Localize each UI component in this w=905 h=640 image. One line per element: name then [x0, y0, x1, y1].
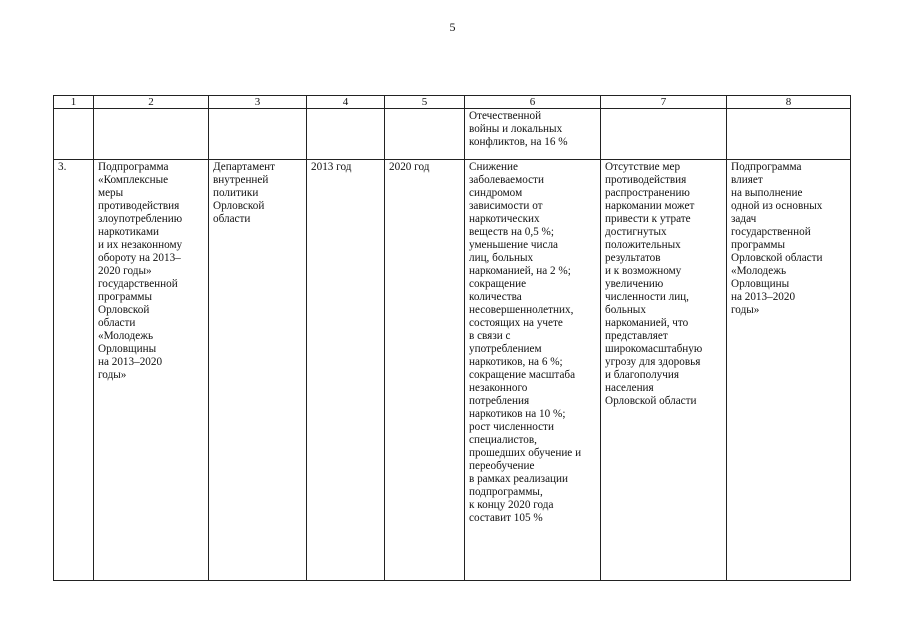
table-row — [54, 160, 851, 581]
consequences-cell: Отсутствие мер противодействия распространению наркомании может привести к утрате достигнутых положительных результатов и к возможному увеличению численности лиц, больных наркоманией, что представляет широкомасштабную угрозу для здоровья и благополучия населения Орловской области — [601, 160, 727, 581]
table-cell — [601, 109, 727, 160]
expected-results-cell: Снижение заболеваемости синдромом зависимости от наркотических веществ на 0,5 %; уменьшение числа лиц, больных наркоманией, на 2 %; сокращение количества несовершеннолетних, состоящих на учете в связи с употреблением наркотиков, на 6 %; сокращение масштаба незаконного потребления наркотиков на 10 %; рост численности специалистов, прошедших обучение и переобучение в рамках реализации подпрограммы, к концу 2020 года составит 105 % — [465, 160, 601, 581]
continuation-indicator-cell: Отечественной войны и локальных конфликтов, на 16 % — [465, 109, 601, 160]
column-number: 3 — [209, 96, 307, 109]
start-year-cell: 2013 год — [307, 160, 385, 581]
column-number: 5 — [385, 96, 465, 109]
column-number-row — [54, 96, 851, 109]
program-link-cell: Подпрограмма влияет на выполнение одной из основных задач государственной программы Орловской области «Молодежь Орловщины на 2013–2020 годы» — [727, 160, 851, 581]
column-number: 7 — [601, 96, 727, 109]
table-cell — [727, 109, 851, 160]
subprogram-name-cell: Подпрограмма «Комплексные меры противодействия злоупотреблению наркотиками и их незаконному обороту на 2013– 2020 годы» государственной программы Орловской области «Молодежь Орловщины на 2013–2020 годы» — [94, 160, 209, 581]
continuation-row — [54, 109, 851, 160]
program-table — [53, 95, 851, 581]
column-number: 1 — [54, 96, 94, 109]
page-number: 5 — [449, 20, 456, 34]
column-number: 8 — [727, 96, 851, 109]
end-year-cell: 2020 год — [385, 160, 465, 581]
table-cell — [385, 109, 465, 160]
table-cell — [54, 109, 94, 160]
responsible-executor-cell: Департамент внутренней политики Орловской области — [209, 160, 307, 581]
table-cell — [307, 109, 385, 160]
row-number-cell: 3. — [54, 160, 94, 581]
table-cell — [94, 109, 209, 160]
table-cell — [209, 109, 307, 160]
column-number: 6 — [465, 96, 601, 109]
column-number: 2 — [94, 96, 209, 109]
column-number: 4 — [307, 96, 385, 109]
